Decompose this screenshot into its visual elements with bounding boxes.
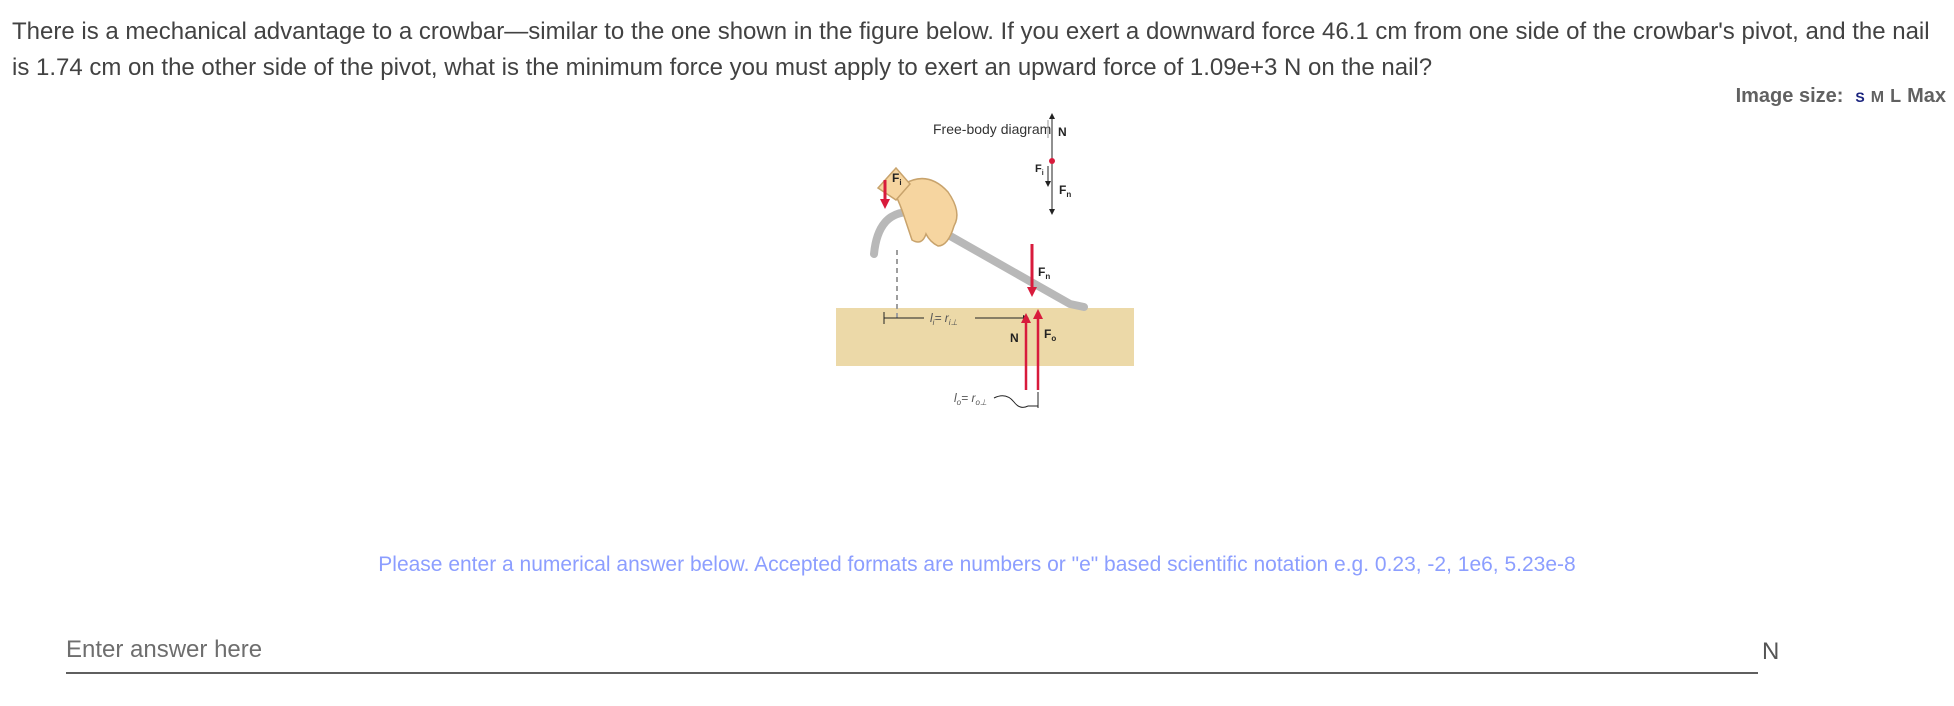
fbd-title: Free-body diagram: [933, 121, 1052, 137]
image-size-small-option[interactable]: S: [1855, 89, 1865, 105]
fo-label: $F_o$: [1044, 327, 1057, 343]
n-bottom-label: N: [1010, 331, 1019, 345]
fbd-n-label: N: [1058, 125, 1067, 139]
crowbar-figure: [830, 104, 1150, 444]
image-size-large-option[interactable]: L: [1890, 86, 1902, 106]
fbd-fi-label: $F_i$: [1035, 163, 1044, 177]
answer-instructions: Please enter a numerical answer below. Accepted formats are numbers or "e" based scientific notation e.g. 0.23, -2, 1e6, 5.23e-8: [378, 553, 1576, 576]
image-size-selector: [1736, 85, 1946, 108]
image-size-medium-option[interactable]: M: [1870, 89, 1885, 106]
fbd-fn-label: $F_n$: [1059, 183, 1072, 199]
answer-input[interactable]: [66, 628, 1758, 674]
crowbar-diagram: [830, 104, 1150, 444]
wood-board: [836, 308, 1134, 366]
crowbar-shape: [874, 212, 1084, 307]
image-size-max-option[interactable]: Max: [1907, 85, 1946, 107]
lo-label: $l_o= r_{o\perp}$: [954, 391, 987, 407]
lo-curve: [994, 396, 1028, 408]
li-label: $l_i= r_{i\perp}$: [930, 311, 958, 327]
answer-row: [66, 628, 1786, 674]
fn-mid-label: $F_n$: [1038, 265, 1051, 281]
fi-hand-label: $F_i$: [892, 171, 902, 187]
answer-unit: N: [1762, 638, 1780, 665]
question-text: There is a mechanical advantage to a crowbar—similar to the one shown in the figure below. If you exert a downward force 46.1 cm from one side of the crowbar's pivot, and the nail is 1.74 cm on the other side of the pivot, what is the minimum force you must apply to exert an upward force of 1.09e+3 N on the nail?: [12, 18, 1930, 81]
fbd-point: [1049, 158, 1055, 164]
image-size-label: Image size:: [1735, 85, 1844, 107]
